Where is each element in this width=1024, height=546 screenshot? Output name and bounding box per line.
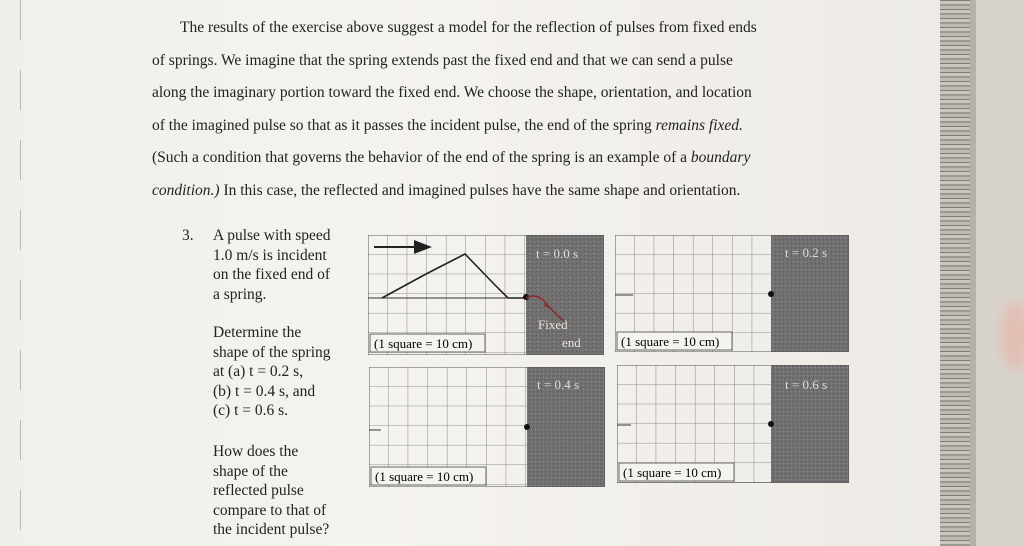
fixed-label: Fixed (538, 317, 568, 332)
end-label: end (562, 335, 581, 350)
paragraph-line-6: condition.) In this case, the reflected and imagined pulses have the same shape and orientation. (152, 181, 741, 199)
paragraph-line-4: of the imagined pulse so that as it passes the incident pulse, the end of the spring remains fixed. (152, 116, 743, 134)
paragraph-line-1: The results of the exercise above suggest a model for the reflection of pulses from fixed ends (180, 19, 757, 36)
time-label: t = 0.0 s (536, 246, 579, 261)
grid-t06 (617, 365, 849, 483)
paragraph-line-3: along the imaginary portion toward the fixed end. We choose the shape, orientation, and location (152, 84, 752, 101)
binding-texture (940, 0, 970, 546)
margin-line (20, 0, 21, 546)
question-number: 3. (182, 227, 194, 244)
paragraph-line-5: (Such a condition that governs the behavior of the end of the spring is an example of a boundary (152, 149, 751, 166)
grid-t04 (369, 367, 605, 487)
grid-t00 (368, 235, 604, 355)
time-label: t = 0.6 s (785, 377, 828, 392)
question-task: Determine the shape of the spring at (a) t = 0.2 s, (b) t = 0.4 s, and (c) t = 0.6 s. (213, 324, 331, 419)
paragraph-line-2: of springs. We imagine that the spring extends past the fixed end and that we can send a pulse (152, 51, 733, 69)
fixed-end-dot (768, 421, 774, 427)
time-label: t = 0.2 s (785, 245, 828, 260)
fixed-end-dot (768, 291, 774, 297)
scale-label: (1 square = 10 cm) (374, 336, 473, 351)
boundary-italic: boundary (690, 149, 751, 166)
grid-t02 (615, 235, 849, 352)
scale-label: (1 square = 10 cm) (375, 469, 474, 484)
pink-shadow (1000, 300, 1024, 370)
fixed-end-dot (524, 424, 530, 430)
question-followup: How does the shape of the reflected pulse compare to that of the incident pulse? (213, 443, 330, 538)
question-intro: A pulse with speed 1.0 m/s is incident on the fixed end of a spring. (213, 227, 331, 303)
condition-italic: condition.) (152, 181, 220, 199)
remains-fixed-italic: remains fixed. (655, 116, 743, 134)
intro-paragraph (152, 12, 852, 207)
scale-label: (1 square = 10 cm) (621, 334, 720, 349)
page-edge (940, 0, 1024, 546)
scale-label: (1 square = 10 cm) (623, 465, 722, 480)
time-label: t = 0.4 s (537, 377, 580, 392)
